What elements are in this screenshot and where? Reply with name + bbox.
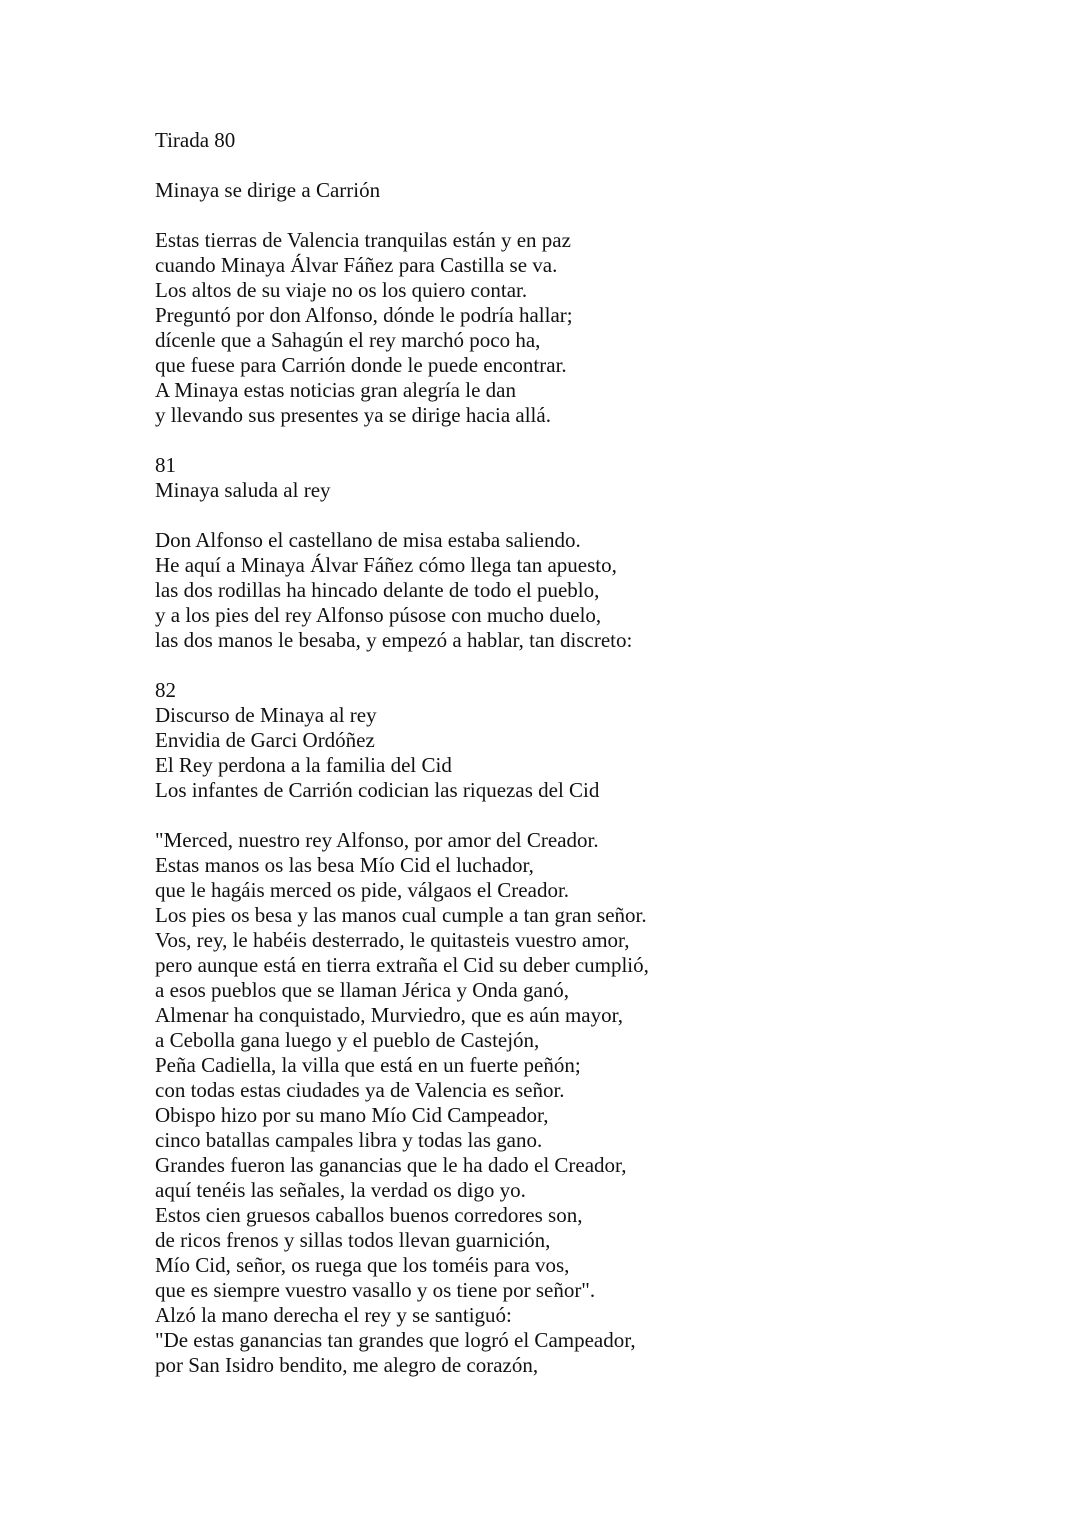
verse-line: las dos rodillas ha hincado delante de todo el pueblo, xyxy=(155,578,600,602)
verse-line: Vos, rey, le habéis desterrado, le quitasteis vuestro amor, xyxy=(155,928,630,952)
verse-line: pero aunque está en tierra extraña el Cid su deber cumplió, xyxy=(155,953,649,977)
verse-line: A Minaya estas noticias gran alegría le dan xyxy=(155,378,516,402)
verse-line: Peña Cadiella, la villa que está en un fuerte peñón; xyxy=(155,1053,581,1077)
verse-line: Almenar ha conquistado, Murviedro, que es aún mayor, xyxy=(155,1003,624,1027)
verse-line: He aquí a Minaya Álvar Fáñez cómo llega tan apuesto, xyxy=(155,553,617,577)
verse-line: cuando Minaya Álvar Fáñez para Castilla se va. xyxy=(155,253,558,277)
verse-line: Alzó la mano derecha el rey y se santiguó: xyxy=(155,1303,512,1327)
verse-line: con todas estas ciudades ya de Valencia es señor. xyxy=(155,1078,565,1102)
verse-line: Obispo hizo por su mano Mío Cid Campeador, xyxy=(155,1103,549,1127)
section-number: 82 xyxy=(155,678,176,702)
spacer xyxy=(155,503,1035,528)
verse-line: Grandes fueron las ganancias que le ha dado el Creador, xyxy=(155,1153,627,1177)
section-subtitle: Envidia de Garci Ordóñez xyxy=(155,728,375,752)
verse-line: a esos pueblos que se llaman Jérica y Onda ganó, xyxy=(155,978,570,1002)
spacer xyxy=(155,428,1035,453)
section-heading: Tirada 80 xyxy=(155,128,236,152)
verse-line: aquí tenéis las señales, la verdad os digo yo. xyxy=(155,1178,526,1202)
verse-line: a Cebolla gana luego y el pueblo de Castejón, xyxy=(155,1028,540,1052)
verse-block-80 xyxy=(155,228,1035,428)
section-subtitle: Minaya se dirige a Carrión xyxy=(155,178,381,202)
spacer xyxy=(155,203,1035,228)
verse-line: que es siempre vuestro vasallo y os tiene por señor". xyxy=(155,1278,596,1302)
spacer xyxy=(155,653,1035,678)
verse-line: Preguntó por don Alfonso, dónde le podría hallar; xyxy=(155,303,573,327)
section-subtitle: El Rey perdona a la familia del Cid xyxy=(155,753,452,777)
verse-line: cinco batallas campales libra y todas las gano. xyxy=(155,1128,543,1152)
verse-line: Don Alfonso el castellano de misa estaba saliendo. xyxy=(155,528,581,552)
section-number: 81 xyxy=(155,453,176,477)
verse-line: Mío Cid, señor, os ruega que los toméis para vos, xyxy=(155,1253,570,1277)
verse-block-82 xyxy=(155,828,1035,1378)
verse-line: que le hagáis merced os pide, válgaos el Creador. xyxy=(155,878,570,902)
verse-line: de ricos frenos y sillas todos llevan guarnición, xyxy=(155,1228,551,1252)
verse-line: dícenle que a Sahagún el rey marchó poco ha, xyxy=(155,328,541,352)
verse-line: las dos manos le besaba, y empezó a hablar, tan discreto: xyxy=(155,628,633,652)
verse-line: y a los pies del rey Alfonso púsose con mucho duelo, xyxy=(155,603,602,627)
section-subtitle: Los infantes de Carrión codician las riquezas del Cid xyxy=(155,778,600,802)
section-subtitle: Discurso de Minaya al rey xyxy=(155,703,377,727)
verse-line: "Merced, nuestro rey Alfonso, por amor del Creador. xyxy=(155,828,599,852)
verse-line: Estas tierras de Valencia tranquilas están y en paz xyxy=(155,228,571,252)
verse-line: por San Isidro bendito, me alegro de corazón, xyxy=(155,1353,539,1377)
poem-text xyxy=(155,128,1035,1378)
spacer xyxy=(155,803,1035,828)
verse-line: que fuese para Carrión donde le puede encontrar. xyxy=(155,353,567,377)
section-subtitle: Minaya saluda al rey xyxy=(155,478,331,502)
verse-block-81 xyxy=(155,528,1035,653)
verse-line: Los pies os besa y las manos cual cumple a tan gran señor. xyxy=(155,903,647,927)
verse-line: Estos cien gruesos caballos buenos corredores son, xyxy=(155,1203,583,1227)
verse-line: Los altos de su viaje no os los quiero contar. xyxy=(155,278,528,302)
verse-line: y llevando sus presentes ya se dirige hacia allá. xyxy=(155,403,551,427)
spacer xyxy=(155,153,1035,178)
verse-line: "De estas ganancias tan grandes que logró el Campeador, xyxy=(155,1328,636,1352)
verse-line: Estas manos os las besa Mío Cid el luchador, xyxy=(155,853,534,877)
